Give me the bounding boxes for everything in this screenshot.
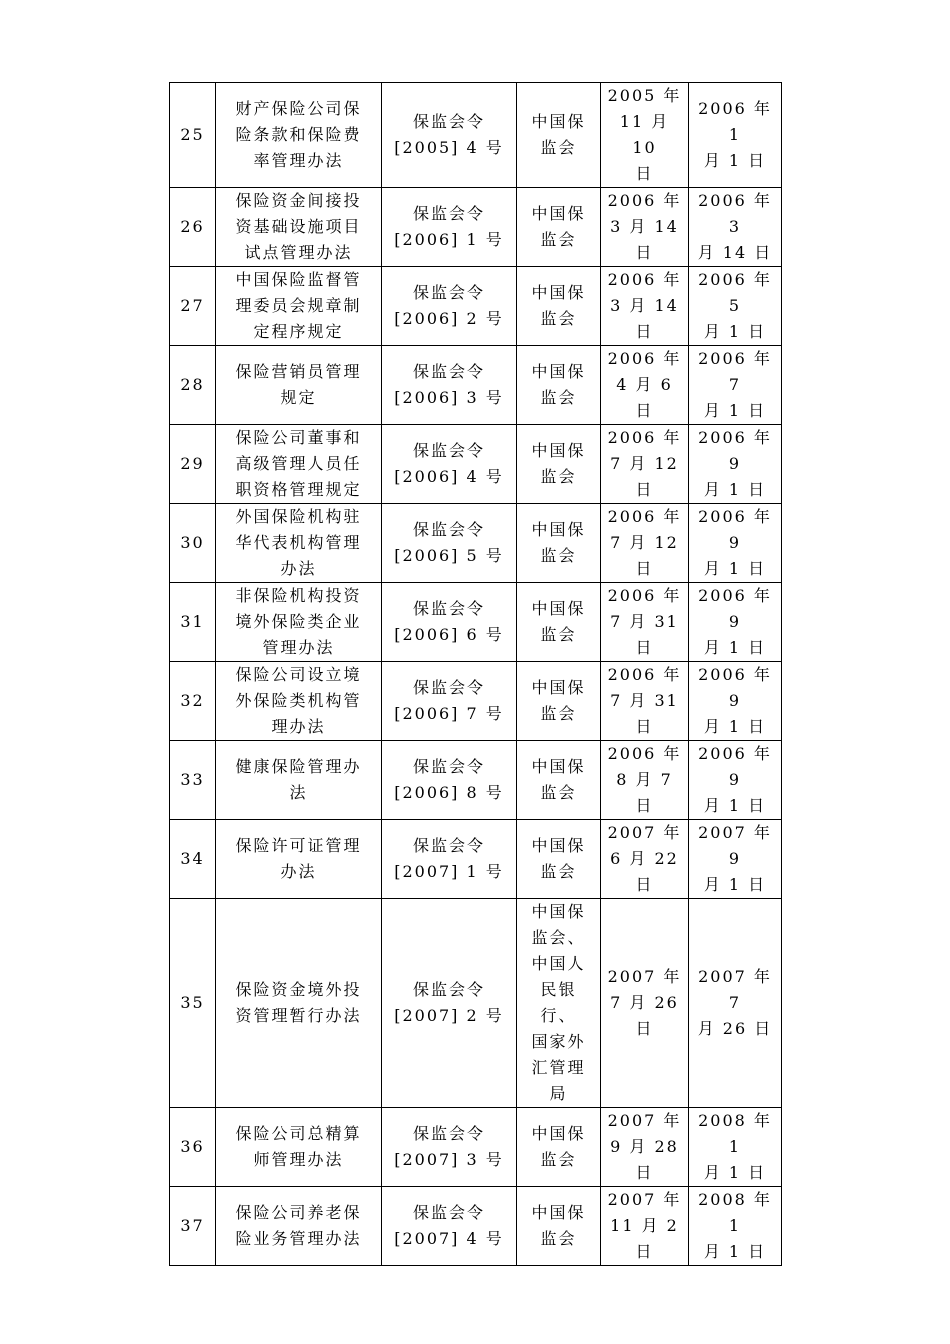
document-number: 保监会令 [2006] 2 号	[394, 283, 504, 328]
issuing-authority-cell	[517, 899, 601, 1108]
regulation-name-cell	[216, 425, 382, 504]
issue-date: 2006 年 7 月 12 日	[607, 428, 682, 499]
issue-date-cell	[601, 741, 689, 820]
table-row	[170, 1187, 782, 1266]
document-number: 保监会令 [2006] 6 号	[394, 599, 504, 644]
issue-date-cell	[601, 188, 689, 267]
issuing-authority: 中国保 监会	[531, 362, 586, 407]
effective-date-cell	[689, 504, 782, 583]
effective-date-cell	[689, 1108, 782, 1187]
row-number-cell	[170, 583, 216, 662]
document-number-cell	[382, 346, 517, 425]
document-number: 保监会令 [2006] 8 号	[394, 757, 504, 802]
row-number-cell	[170, 346, 216, 425]
issuing-authority-cell	[517, 662, 601, 741]
regulation-name: 健康保险管理办 法	[235, 757, 362, 802]
row-number: 29	[180, 454, 205, 473]
issue-date-cell	[601, 662, 689, 741]
effective-date: 2006 年 9 月 1 日	[698, 744, 772, 815]
issue-date-cell	[601, 899, 689, 1108]
effective-date: 2007 年 9 月 1 日	[698, 823, 772, 894]
effective-date-cell	[689, 346, 782, 425]
row-number-cell	[170, 1108, 216, 1187]
document-number: 保监会令 [2006] 7 号	[394, 678, 504, 723]
row-number-cell	[170, 741, 216, 820]
issuing-authority: 中国保 监会	[531, 678, 586, 723]
regulation-name-cell	[216, 662, 382, 741]
issuing-authority: 中国保 监会	[531, 283, 586, 328]
effective-date-cell	[689, 267, 782, 346]
regulation-name: 中国保险监督管 理委员会规章制 定程序规定	[235, 270, 362, 341]
regulation-name: 保险公司总精算 师管理办法	[235, 1124, 362, 1169]
document-number-cell	[382, 83, 517, 188]
document-number-cell	[382, 583, 517, 662]
issuing-authority-cell	[517, 504, 601, 583]
row-number: 37	[180, 1216, 205, 1235]
issue-date-cell	[601, 267, 689, 346]
table-row	[170, 583, 782, 662]
issue-date: 2006 年 7 月 12 日	[607, 507, 682, 578]
issuing-authority: 中国保 监会	[531, 204, 586, 249]
regulation-name: 非保险机构投资 境外保险类企业 管理办法	[235, 586, 362, 657]
issue-date-cell	[601, 346, 689, 425]
effective-date-cell	[689, 1187, 782, 1266]
regulation-name: 外国保险机构驻 华代表机构管理 办法	[235, 507, 362, 578]
issue-date: 2006 年 3 月 14 日	[607, 191, 682, 262]
issue-date-cell	[601, 1108, 689, 1187]
effective-date: 2006 年 3 月 14 日	[697, 191, 773, 262]
issue-date: 2006 年 4 月 6 日	[607, 349, 682, 420]
document-number-cell	[382, 425, 517, 504]
issuing-authority-cell	[517, 741, 601, 820]
issue-date: 2007 年 11 月 2 日	[607, 1190, 682, 1261]
document-number: 保监会令 [2007] 2 号	[394, 980, 504, 1025]
document-number-cell	[382, 1187, 517, 1266]
row-number: 25	[180, 125, 205, 144]
issue-date-cell	[601, 820, 689, 899]
issuing-authority: 中国保 监会	[531, 599, 586, 644]
document-number-cell	[382, 188, 517, 267]
row-number-cell	[170, 425, 216, 504]
effective-date-cell	[689, 820, 782, 899]
regulation-name: 保险公司养老保 险业务管理办法	[235, 1203, 362, 1248]
effective-date: 2007 年 7 月 26 日	[697, 967, 773, 1038]
row-number-cell	[170, 662, 216, 741]
effective-date: 2006 年 9 月 1 日	[698, 428, 772, 499]
table-row	[170, 83, 782, 188]
issuing-authority: 中国保 监会	[531, 1124, 586, 1169]
row-number: 34	[180, 849, 205, 868]
issuing-authority-cell	[517, 1187, 601, 1266]
effective-date: 2008 年 1 月 1 日	[698, 1190, 772, 1261]
row-number: 35	[180, 993, 205, 1012]
document-number: 保监会令 [2006] 3 号	[394, 362, 504, 407]
effective-date: 2006 年 9 月 1 日	[698, 665, 772, 736]
regulation-name: 保险资金间接投 资基础设施项目 试点管理办法	[235, 191, 362, 262]
effective-date: 2006 年 7 月 1 日	[698, 349, 772, 420]
document-number-cell	[382, 267, 517, 346]
regulation-name: 保险公司设立境 外保险类机构管 理办法	[235, 665, 362, 736]
issue-date: 2006 年 7 月 31 日	[607, 665, 682, 736]
regulation-name-cell	[216, 583, 382, 662]
document-number: 保监会令 [2007] 4 号	[394, 1203, 504, 1248]
effective-date-cell	[689, 741, 782, 820]
effective-date-cell	[689, 83, 782, 188]
issuing-authority-cell	[517, 1108, 601, 1187]
issuing-authority: 中国保 监会	[531, 757, 586, 802]
effective-date-cell	[689, 662, 782, 741]
table-row	[170, 662, 782, 741]
issuing-authority: 中国保 监会	[531, 441, 586, 486]
issue-date-cell	[601, 1187, 689, 1266]
document-number-cell	[382, 662, 517, 741]
regulation-name-cell	[216, 346, 382, 425]
regulation-name: 保险公司董事和 高级管理人员任 职资格管理规定	[235, 428, 362, 499]
document-number: 保监会令 [2006] 4 号	[394, 441, 504, 486]
issue-date-cell	[601, 504, 689, 583]
effective-date-cell	[689, 899, 782, 1108]
issue-date-cell	[601, 425, 689, 504]
regulation-name-cell	[216, 820, 382, 899]
table-row	[170, 741, 782, 820]
regulation-name: 保险营销员管理 规定	[235, 362, 362, 407]
issuing-authority: 中国保 监会	[531, 836, 586, 881]
regulation-name-cell	[216, 741, 382, 820]
regulation-name: 保险许可证管理 办法	[235, 836, 362, 881]
document-number-cell	[382, 741, 517, 820]
regulation-name: 保险资金境外投 资管理暂行办法	[235, 980, 362, 1025]
issuing-authority-cell	[517, 820, 601, 899]
effective-date: 2008 年 1 月 1 日	[698, 1111, 772, 1182]
table-row	[170, 346, 782, 425]
issuing-authority: 中国保 监会	[531, 520, 586, 565]
row-number: 26	[180, 217, 205, 236]
table-row	[170, 425, 782, 504]
issue-date: 2005 年 11 月 10 日	[607, 86, 682, 183]
issuing-authority-cell	[517, 267, 601, 346]
regulation-name-cell	[216, 899, 382, 1108]
document-number: 保监会令 [2005] 4 号	[394, 112, 504, 157]
issue-date: 2007 年 9 月 28 日	[607, 1111, 682, 1182]
issuing-authority-cell	[517, 583, 601, 662]
regulation-name-cell	[216, 1108, 382, 1187]
regulation-name-cell	[216, 1187, 382, 1266]
document-number: 保监会令 [2007] 3 号	[394, 1124, 504, 1169]
document-number-cell	[382, 1108, 517, 1187]
document-number-cell	[382, 899, 517, 1108]
issuing-authority-cell	[517, 346, 601, 425]
document-number-cell	[382, 820, 517, 899]
effective-date: 2006 年 9 月 1 日	[698, 586, 772, 657]
row-number-cell	[170, 1187, 216, 1266]
table-row	[170, 267, 782, 346]
effective-date: 2006 年 5 月 1 日	[698, 270, 772, 341]
table-row	[170, 1108, 782, 1187]
issue-date: 2007 年 7 月 26 日	[607, 967, 682, 1038]
issuing-authority-cell	[517, 83, 601, 188]
row-number-cell	[170, 899, 216, 1108]
effective-date-cell	[689, 425, 782, 504]
document-number: 保监会令 [2006] 5 号	[394, 520, 504, 565]
table-body	[170, 83, 782, 1266]
row-number: 28	[180, 375, 205, 394]
table-row	[170, 820, 782, 899]
regulation-name-cell	[216, 504, 382, 583]
row-number-cell	[170, 820, 216, 899]
effective-date: 2006 年 9 月 1 日	[698, 507, 772, 578]
effective-date-cell	[689, 583, 782, 662]
regulation-name-cell	[216, 83, 382, 188]
issue-date: 2007 年 6 月 22 日	[607, 823, 682, 894]
issuing-authority: 中国保 监会	[531, 1203, 586, 1248]
issue-date: 2006 年 3 月 14 日	[607, 270, 682, 341]
issuing-authority: 中国保 监会、 中国人 民银 行、 国家外 汇管理 局	[531, 902, 586, 1103]
row-number: 33	[180, 770, 205, 789]
table-row	[170, 504, 782, 583]
row-number: 31	[180, 612, 205, 631]
row-number: 32	[180, 691, 205, 710]
row-number: 36	[180, 1137, 205, 1156]
table-row	[170, 188, 782, 267]
row-number-cell	[170, 83, 216, 188]
document-number-cell	[382, 504, 517, 583]
effective-date-cell	[689, 188, 782, 267]
effective-date: 2006 年 1 月 1 日	[698, 99, 772, 170]
row-number-cell	[170, 504, 216, 583]
issue-date: 2006 年 7 月 31 日	[607, 586, 682, 657]
issuing-authority: 中国保 监会	[531, 112, 586, 157]
table-row	[170, 899, 782, 1108]
issue-date-cell	[601, 83, 689, 188]
regulation-name: 财产保险公司保 险条款和保险费 率管理办法	[235, 99, 362, 170]
row-number-cell	[170, 267, 216, 346]
issue-date: 2006 年 8 月 7 日	[607, 744, 682, 815]
regulation-name-cell	[216, 267, 382, 346]
regulations-table	[169, 82, 782, 1266]
document-number: 保监会令 [2006] 1 号	[394, 204, 504, 249]
regulation-name-cell	[216, 188, 382, 267]
issuing-authority-cell	[517, 425, 601, 504]
row-number-cell	[170, 188, 216, 267]
row-number: 27	[180, 296, 205, 315]
document-number: 保监会令 [2007] 1 号	[394, 836, 504, 881]
row-number: 30	[180, 533, 205, 552]
issue-date-cell	[601, 583, 689, 662]
issuing-authority-cell	[517, 188, 601, 267]
